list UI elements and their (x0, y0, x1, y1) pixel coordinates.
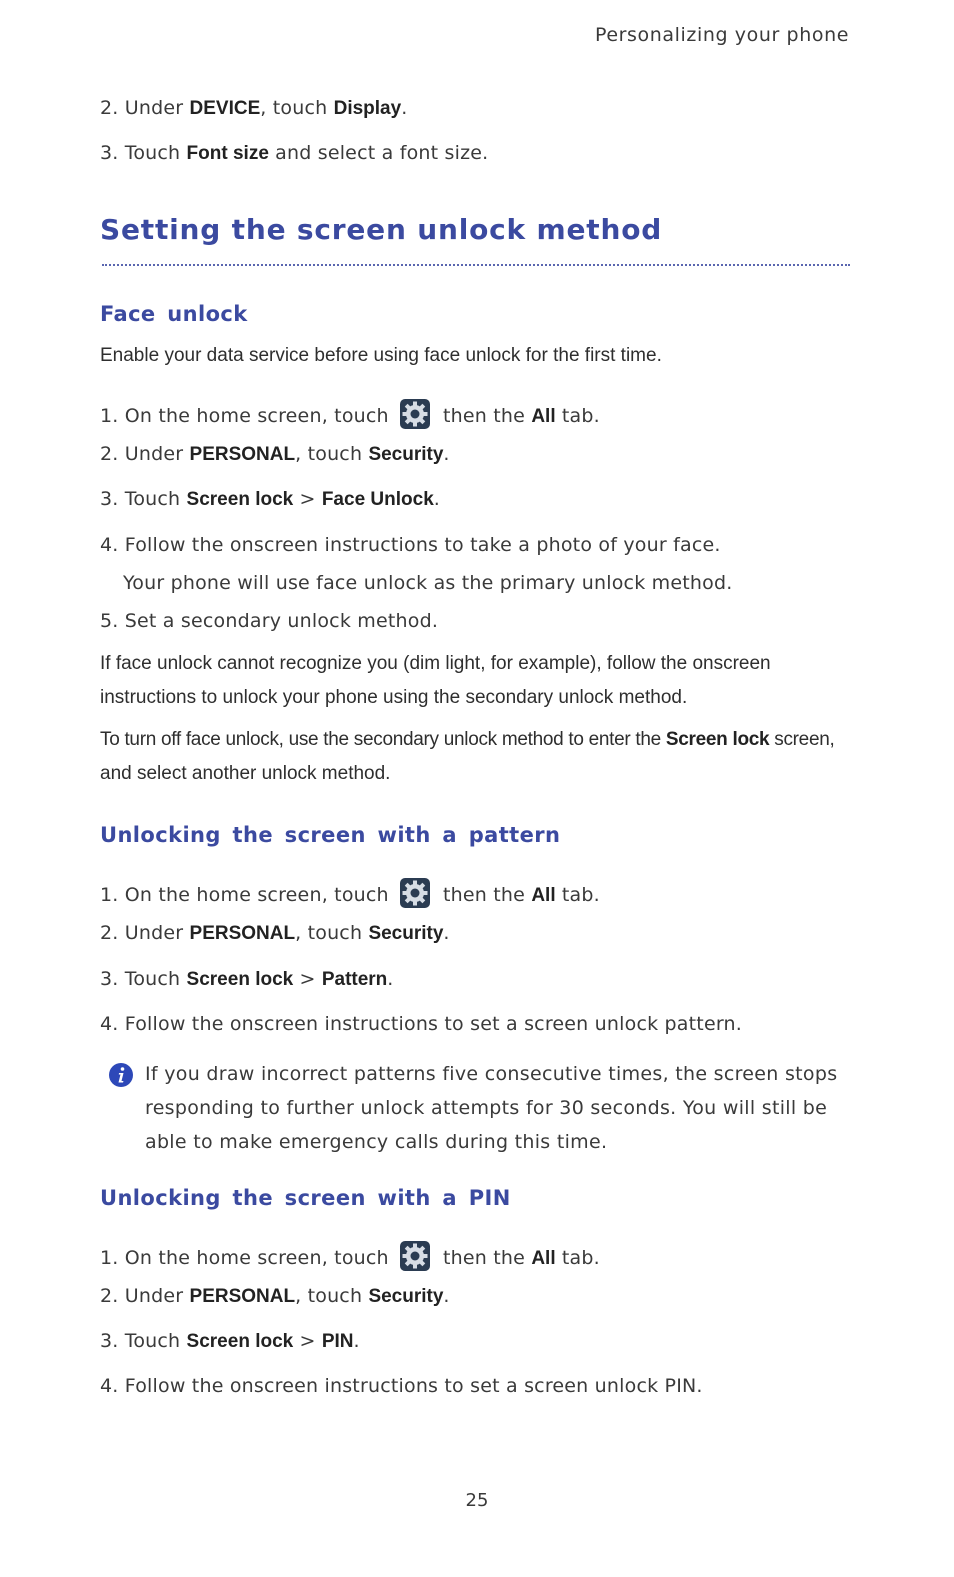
settings-gear-icon (399, 398, 431, 430)
face-step-4-result: Your phone will use face unlock as the primary unlock method. (123, 572, 733, 594)
page-number: 25 (465, 1490, 489, 1511)
pin-step-1: 1. On the home screen, touch then the All tab. (100, 1240, 600, 1272)
face-step-4: 4. Follow the onscreen instructions to take a photo of your face. (100, 534, 721, 556)
face-turn-off-line-2: and select another unlock method. (100, 763, 391, 784)
face-step-3: 3. Touch Screen lock > Face Unlock. (100, 488, 441, 510)
face-step-2: 2. Under PERSONAL, touch Security. (100, 443, 450, 465)
pattern-note: If you draw incorrect patterns five consecutive times, the screen stops responding to further unlock attempts for 30 seconds. You will still be able to make emergency calls during this time. (145, 1063, 838, 1153)
intro-step-3: 3. Touch Font size and select a font size. (100, 142, 489, 164)
face-step-1: 1. On the home screen, touch then the All tab. (100, 398, 600, 430)
intro-step-2: 2. Under DEVICE, touch Display. (100, 97, 408, 119)
pin-step-4: 4. Follow the onscreen instructions to set a screen unlock PIN. (100, 1375, 703, 1397)
settings-gear-icon (399, 1240, 431, 1272)
face-unlock-intro: Enable your data service before using face unlock for the first time. (100, 345, 662, 366)
face-turn-off-line-1: To turn off face unlock, use the secondary unlock method to enter the Screen lock screen, (100, 729, 835, 750)
pattern-step-4: 4. Follow the onscreen instructions to set a screen unlock pattern. (100, 1013, 742, 1035)
pin-heading: Unlocking the screen with a PIN (100, 1186, 511, 1210)
settings-gear-icon (399, 877, 431, 909)
face-unlock-heading: Face unlock (100, 302, 248, 326)
pin-step-3: 3. Touch Screen lock > PIN. (100, 1330, 360, 1352)
face-step-5: 5. Set a secondary unlock method. (100, 610, 439, 632)
running-header: Personalizing your phone (594, 24, 849, 46)
face-fallback-line-2: instructions to unlock your phone using the secondary unlock method. (100, 687, 688, 708)
info-icon (108, 1062, 134, 1088)
section-title: Setting the screen unlock method (100, 213, 663, 246)
pattern-heading: Unlocking the screen with a pattern (100, 823, 561, 847)
section-divider (102, 264, 850, 266)
face-fallback-line-1: If face unlock cannot recognize you (dim light, for example), follow the onscreen (100, 653, 771, 674)
pattern-step-2: 2. Under PERSONAL, touch Security. (100, 922, 450, 944)
pin-step-2: 2. Under PERSONAL, touch Security. (100, 1285, 450, 1307)
pattern-step-3: 3. Touch Screen lock > Pattern. (100, 968, 394, 990)
pattern-step-1: 1. On the home screen, touch then the All tab. (100, 877, 600, 909)
